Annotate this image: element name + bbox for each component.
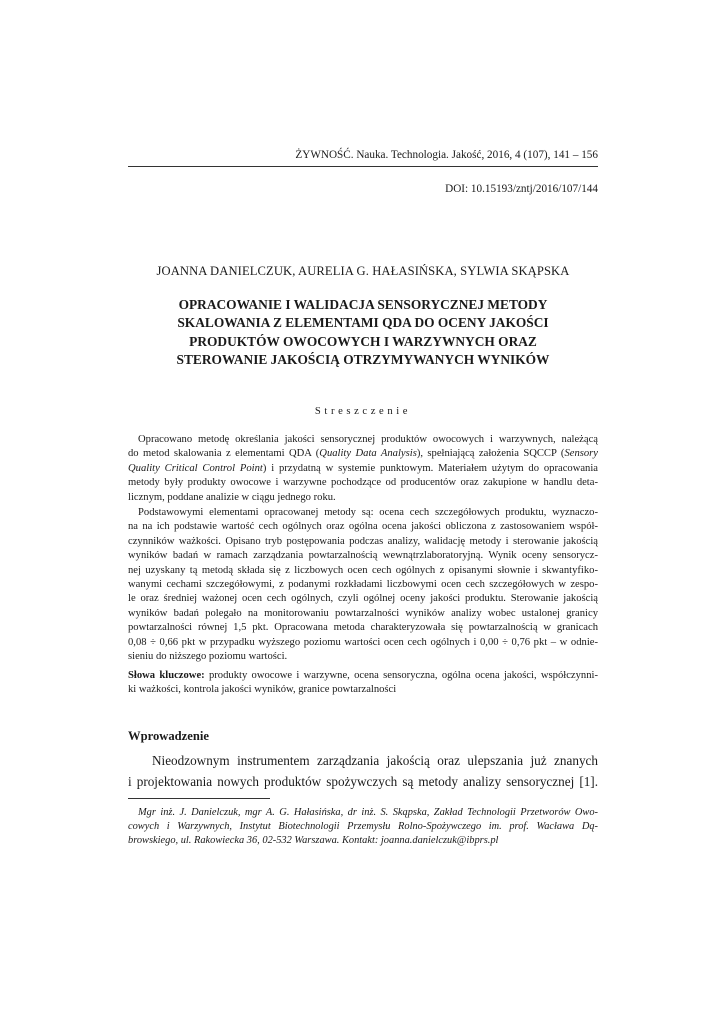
text-line: wyników badań polegało na monitorowaniu powtarzalności wyników analizy wobec ustalonej granicy <box>128 607 598 619</box>
header-rule <box>128 166 598 167</box>
italic-term: Sensory <box>564 448 598 460</box>
article-title <box>128 296 598 369</box>
text-line: i projektowania nowych produktów spożywczych są metody analizy sensorycznej [1]. <box>128 774 598 789</box>
italic-term: Quality Data Analysis <box>319 448 417 460</box>
text-line: Podstawowymi elementami opracowanej metody są: ocena cech szczegółowych produktu, wyznaczo- <box>138 507 598 518</box>
doi-line: DOI: 10.15193/zntj/2016/107/144 <box>445 183 598 195</box>
text-line: cowych i Warzywnych, Instytut Biotechnologii Przemysłu Rolno-Spożywczego im. prof. Wacława Dą- <box>128 821 598 832</box>
text-run: do metod skalowania z elementami QDA ( <box>128 448 320 460</box>
text-line: le oraz średniej ważonej ocen cech ogólnych, czyli ogólnej oceny jakości produktu. Sterowanie jakością <box>128 593 598 605</box>
abstract-paragraph-1 <box>128 433 598 505</box>
keywords <box>128 669 598 698</box>
text-line <box>128 447 598 461</box>
text-line: nej uzyskany tą metodą składa się z liczbowych ocen cech ogólnych z opisanymi słownie i skwantyfiko- <box>128 564 598 576</box>
text-run: ), spełniającą założenia SQCCP ( <box>416 448 565 460</box>
text-line: browskiego, ul. Rakowiecka 36, 02-532 Warszawa. Kontakt: joanna.danielczuk@ibprs.pl <box>128 835 499 846</box>
section-heading: Wprowadzenie <box>128 729 209 743</box>
title-line: OPRACOWANIE I WALIDACJA SENSORYCZNEJ METODY <box>178 297 548 312</box>
abstract-paragraph-2 <box>128 506 598 664</box>
footnote-rule <box>128 798 270 799</box>
journal-citation: ŻYWNOŚĆ. Nauka. Technologia. Jakość, 2016, 4 (107), 141 – 156 <box>295 149 598 161</box>
author-list: JOANNA DANIELCZUK, AURELIA G. HAŁASIŃSKA, SYLWIA SKĄPSKA <box>156 264 570 278</box>
intro-paragraph <box>128 750 598 792</box>
author-footnote <box>128 806 598 848</box>
text-line: powtarzalności równej 1,5 pkt. Opracowana metoda charakteryzowała się powtarzalnością w granicach <box>128 622 598 634</box>
text-run: produkty owocowe i warzywne, ocena sensoryczna, ogólna ocena jakości, współczynni- <box>204 670 598 681</box>
title-line: SKALOWANIA Z ELEMENTAMI QDA DO OCENY JAKOŚCI <box>177 315 549 331</box>
text-line: 0,08 ÷ 0,66 pkt w przypadku wyższego poziomu wartości ocen cech ogólnych i 0,00 ÷ 0,76 pkt – w odnie- <box>128 636 598 648</box>
text-line: metody były produkty owocowe i warzywne pochodzące od producentów oraz zakupione w handlu deta- <box>128 477 598 489</box>
title-line: PRODUKTÓW OWOCOWYCH I WARZYWNYCH ORAZ <box>189 333 537 349</box>
text-line <box>128 669 598 683</box>
text-line: ki ważkości, kontrola jakości wyników, granice powtarzalności <box>128 684 397 696</box>
text-line <box>128 462 598 476</box>
text-line: wanymi cechami szczegółowymi, z podanymi rozkładami liczbowymi ocen cech szczegółowych w zespo- <box>128 579 598 591</box>
text-line: Mgr inż. J. Danielczuk, mgr A. G. Hałasińska, dr inż. S. Skąpska, Zakład Technologii Przetworów Owo- <box>138 807 598 818</box>
italic-term: Quality Critical Control Point <box>128 462 263 474</box>
text-line: licznym, poddane analizie w ciągu jednego roku. <box>128 491 336 503</box>
text-line: sieniu do niższego poziomu wartości. <box>128 651 288 663</box>
text-line: czynników ważkości. Opisano tryb postępowania podczas analizy, walidację metody i sterowanie jakością <box>128 535 598 547</box>
keywords-label: Słowa kluczowe: <box>128 670 205 681</box>
abstract-heading: Streszczenie <box>314 406 412 417</box>
text-line: na na ich podstawie wartość cech ogólnych oraz ogólna ocena jakości obliczona z zastosowaniem współ- <box>128 521 598 533</box>
text-line: wyników badań w ramach zarządzania powtarzalnością wewnątrzlaboratoryjną. Wynik oceny sensorycz- <box>128 550 598 562</box>
text-line: Opracowano metodę określania jakości sensorycznej produktów owocowych i warzywnych, należącą <box>138 434 598 445</box>
text-run: ) i przydatną w systemie punktowym. Materiałem użytym do opracowania <box>262 462 598 474</box>
title-line: STEROWANIE JAKOŚCIĄ OTRZYMYWANYCH WYNIKÓW <box>176 351 550 367</box>
text-line: Nieodzownym instrumentem zarządzania jakością oraz ulepszania już znanych <box>152 753 598 768</box>
